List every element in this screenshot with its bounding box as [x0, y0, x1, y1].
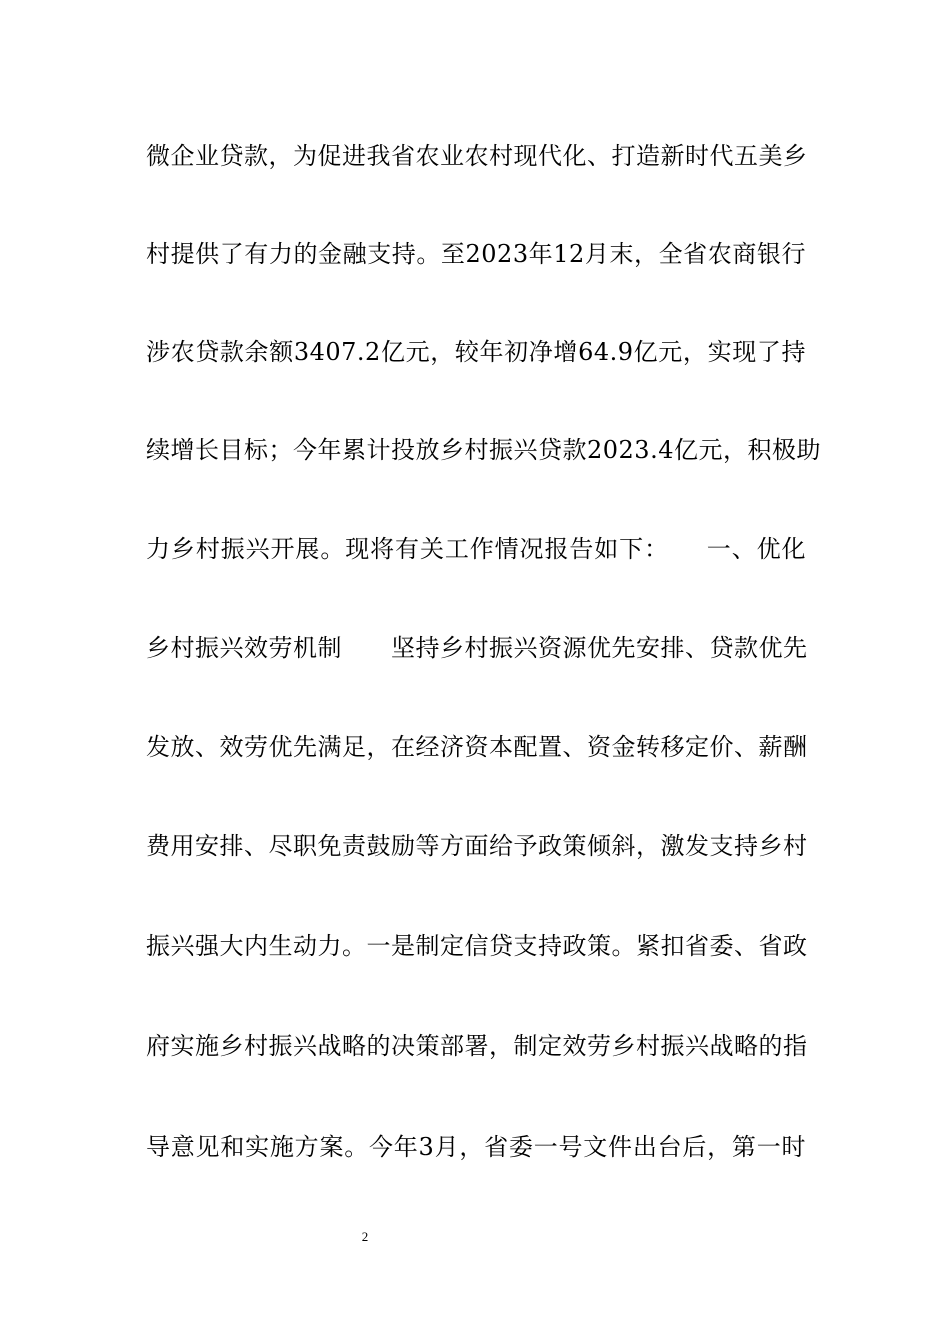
body-text-line: 续增长目标；今年累计投放乡村振兴贷款2023.4亿元，积极助 [146, 436, 821, 464]
body-text-line: 乡村振兴效劳机制 坚持乡村振兴资源优先安排、贷款优先 [146, 634, 808, 662]
body-text-line: 涉农贷款余额3407.2亿元，较年初净增64.9亿元，实现了持 [146, 338, 806, 366]
body-text-line: 微企业贷款，为促进我省农业农村现代化、打造新时代五美乡 [146, 142, 808, 170]
page-number: 2 [361, 1229, 369, 1244]
body-text-line: 发放、效劳优先满足，在经济资本配置、资金转移定价、薪酬 [146, 733, 808, 761]
body-text-line: 府实施乡村振兴战略的决策部署，制定效劳乡村振兴战略的指 [146, 1032, 808, 1060]
body-text-line: 力乡村振兴开展。现将有关工作情况报告如下： 一、优化 [146, 535, 806, 563]
body-text-line: 导意见和实施方案。今年3月，省委一号文件出台后，第一时 [146, 1133, 806, 1161]
body-text-line: 费用安排、尽职免责鼓励等方面给予政策倾斜，激发支持乡村 [146, 832, 808, 860]
body-text-line: 振兴强大内生动力。一是制定信贷支持政策。紧扣省委、省政 [146, 932, 808, 960]
body-text-line: 村提供了有力的金融支持。至2023年12月末，全省农商银行 [146, 240, 806, 268]
